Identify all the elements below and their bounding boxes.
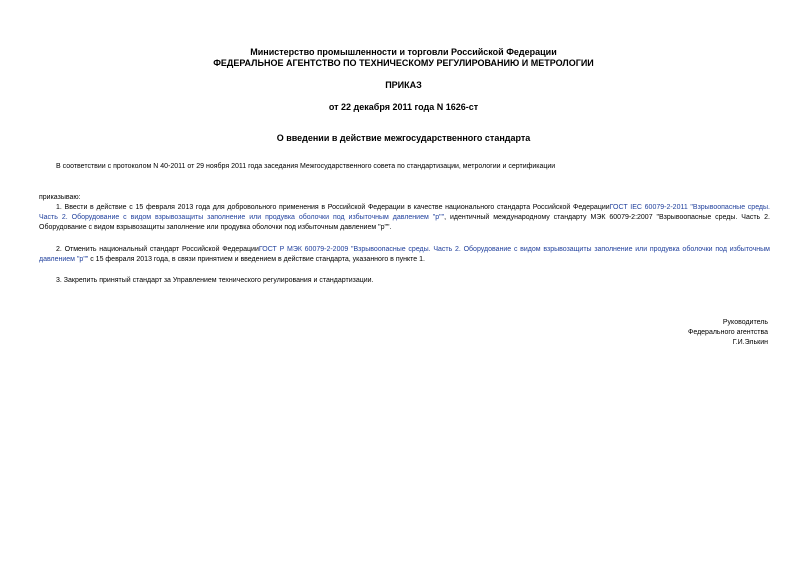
item2-text-after: с 15 февраля 2013 года, в связи принятием и введением в действие стандарта, указанного в пункте 1. xyxy=(88,256,425,263)
ministry-name: Министерство промышленности и торговли Российской Федерации xyxy=(250,47,557,57)
item1-text-after: , идентичный международному стандарту МЭК 60079-2:2007 "Взрывоопасные среды. Часть 2. Оборудование с видом взрывозащиты заполнение или продувка оболочки под избыточным давлением "р"". xyxy=(39,214,770,231)
order-item-2 xyxy=(39,245,770,265)
preamble: В соответствии с протоколом N 40-2011 от 29 ноября 2011 года заседания Межгосударственного совета по стандартизации, метрологии и сертификации xyxy=(56,163,556,170)
signature-name: Г.И.Элькин xyxy=(732,339,768,346)
document-type: ПРИКАЗ xyxy=(385,80,422,90)
order-item-3: 3. Закрепить принятый стандарт за Управлением технического регулирования и стандартизации. xyxy=(56,277,374,284)
order-item-1 xyxy=(39,203,770,233)
item2-text-before: 2. Отменить национальный стандарт Российской Федерации xyxy=(56,246,259,253)
agency-name: ФЕДЕРАЛЬНОЕ АГЕНТСТВО ПО ТЕХНИЧЕСКОМУ РЕГУЛИРОВАНИЮ И МЕТРОЛОГИИ xyxy=(213,58,594,68)
gost-r-iec-60079-2-2009-link[interactable]: ГОСТ Р МЭК 60079-2-2009 "Взрывоопасные среды. Часть 2. Оборудование с видом взрывозащиты заполнение или продувка оболочки под избыточным давлением "р"" xyxy=(39,246,770,263)
document-date-number: от 22 декабря 2011 года N 1626-ст xyxy=(328,102,479,112)
order-word: приказываю: xyxy=(39,194,81,201)
document-title: О введении в действие межгосударственного стандарта xyxy=(276,133,531,143)
signature-position: Руководитель xyxy=(722,319,768,326)
gost-iec-60079-2-2011-link[interactable]: ГОСТ IEC 60079-2-2011 "Взрывоопасные среды. Часть 2. Оборудование с видом взрывозащиты заполнение или продувка оболочки под избыточным давлением "р"" xyxy=(39,204,770,221)
item1-text-before: 1. Ввести в действие с 15 февраля 2013 года для добровольного применения в Российской Федерации в качестве национального стандарта Российской Федерации xyxy=(56,204,610,211)
signature-agency: Федерального агентства xyxy=(688,329,768,336)
